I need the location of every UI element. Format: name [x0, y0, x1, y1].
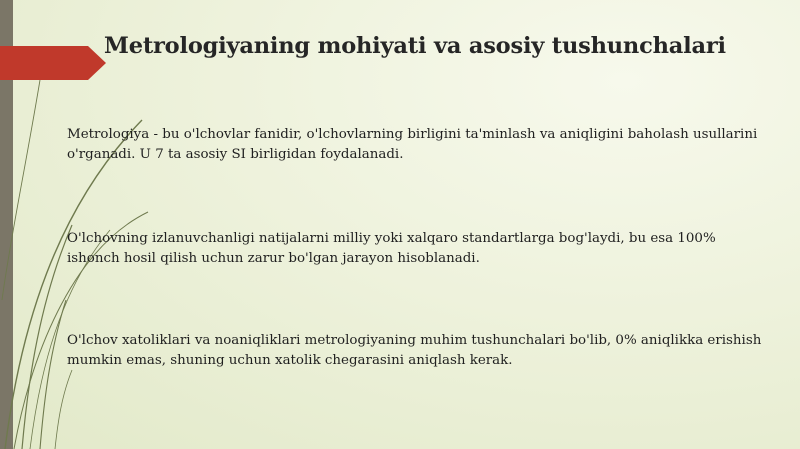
- paragraph-definition: Metrologiya - bu o'lchovlar fanidir, o'lchovlarning birligini ta'minlash va aniqligini baholash usullarini o'rganadi. U 7 ta asosiy SI birligidan foydalanadi.: [67, 127, 758, 162]
- paragraph-errors: O'lchov xatoliklari va noaniqliklari metrologiyaning muhim tushunchalari bo'lib, 0% aniqlikka erishish mumkin emas, shuning uchun xatolik chegarasini aniqlash kerak.: [67, 333, 762, 368]
- title-arrow-icon: [0, 46, 106, 80]
- paragraph-traceability: O'lchovning izlanuvchanligi natijalarni milliy yoki xalqaro standartlarga bog'laydi, bu esa 100% ishonch hosil qilish uchun zarur bo'lgan jarayon hisoblanadi.: [67, 231, 716, 266]
- slide-title: Metrologiyaning mohiyati va asosiy tushunchalari: [104, 33, 726, 59]
